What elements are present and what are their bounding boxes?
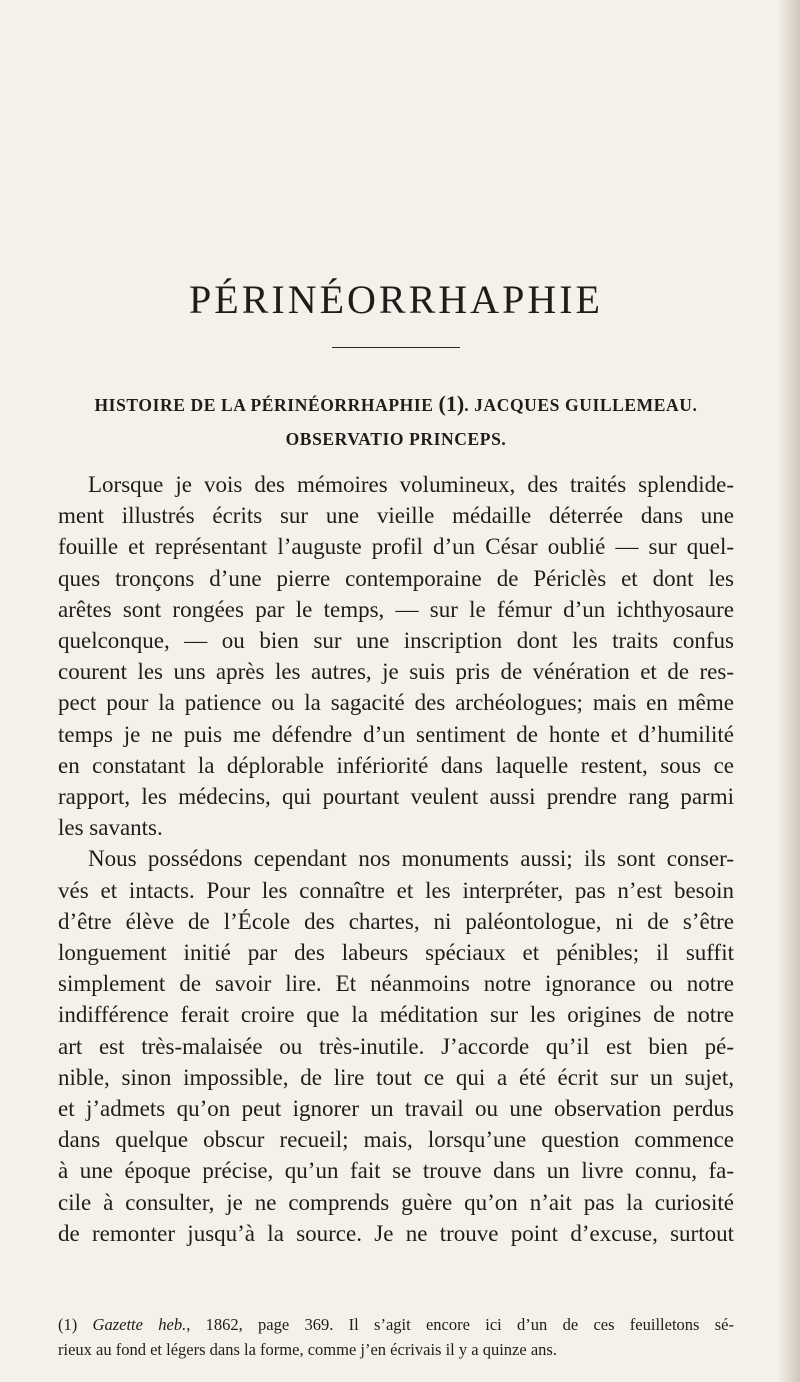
- text-line: simplement de savoir lire. Et néanmoins notre ignorance ou notre: [58, 971, 734, 997]
- text-line: courent les uns après les autres, je suis pris de vénération et de res-: [58, 659, 734, 685]
- text-line: de remonter jusqu’à la source. Je ne trouve point d’excuse, surtout: [58, 1220, 734, 1246]
- text-line: rapport, les médecins, qui pourtant veulent aussi prendre rang parmi: [58, 784, 734, 810]
- footnote-line-2: rieux au fond et légers dans la forme, comme j’en écrivais il y a quinze ans.: [58, 1340, 557, 1359]
- text-line: nible, sinon impossible, de lire tout ce qui a été écrit sur un sujet,: [58, 1064, 734, 1090]
- text-line: cile à consulter, je ne comprends guère qu’on n’ait pas la curiosité: [58, 1189, 734, 1215]
- text-line: et j’admets qu’on peut ignorer un travail ou une observation perdus: [58, 1096, 734, 1122]
- section-subheading: OBSERVATIO PRINCEPS.: [285, 429, 507, 449]
- text-line: les savants.: [58, 815, 163, 841]
- title-divider: [332, 347, 460, 348]
- paragraph-1: [58, 469, 734, 843]
- text-line: à une époque précise, qu’un fait se trouve dans un livre connu, fa-: [58, 1158, 734, 1184]
- section-heading-line-1: [58, 387, 734, 422]
- text-line: temps je ne puis me défendre d’un sentiment de honte et d’humilité: [58, 721, 734, 747]
- heading-text-tail: . JACQUES GUILLEMEAU.: [464, 395, 698, 415]
- heading-text: HISTOIRE DE LA PÉRINÉORRHAPHIE: [94, 395, 434, 415]
- text-line: quelconque, — ou bien sur une inscription dont les traits confus: [58, 628, 734, 654]
- page-title: PÉRINÉORRHAPHIE: [189, 277, 603, 322]
- text-line: pect pour la patience ou la sagacité des archéologues; mais en même: [58, 690, 734, 716]
- footnote-source: Gazette heb.: [92, 1315, 187, 1334]
- text-line: d’être élève de l’École des chartes, ni paléontologue, ni de s’être: [58, 908, 734, 934]
- paragraph-2: [58, 843, 734, 1249]
- footnote-text: , 1862, page 369. Il s’agit encore ici d’un de ces feuilletons sé-: [186, 1315, 734, 1334]
- text-line: arêtes sont rongées par le temps, — sur le fémur d’un ichthyosaure: [58, 596, 734, 622]
- footnote-line-1: [58, 1312, 734, 1337]
- text-line: dans quelque obscur recueil; mais, lorsqu’une question commence: [58, 1127, 734, 1153]
- text-line: fouille et représentant l’auguste profil d’un César oublié — sur quel-: [58, 534, 734, 560]
- text-line: Lorsque je vois des mémoires volumineux, des traités splendide-: [88, 472, 734, 497]
- text-line: ques tronçons d’une pierre contemporaine de Périclès et dont les: [58, 565, 734, 591]
- section-heading: [58, 387, 734, 456]
- body-text: [58, 469, 734, 1249]
- footnote-marker: (1): [58, 1315, 78, 1334]
- text-line: en constatant la déplorable infériorité dans laquelle restent, sous ce: [58, 752, 734, 778]
- footnote-reference: (1): [438, 391, 465, 416]
- text-line: ment illustrés écrits sur une vieille médaille déterrée dans une: [58, 503, 734, 529]
- footnote: [58, 1312, 734, 1362]
- text-line: Nous possédons cependant nos monuments aussi; ils sont conser-: [88, 846, 734, 872]
- page-edge-shadow: [778, 0, 800, 1382]
- text-line: vés et intacts. Pour les connaître et les interpréter, pas n’est besoin: [58, 877, 734, 903]
- text-line: art est très-malaisée ou très-inutile. J’accorde qu’il est bien pé-: [58, 1033, 734, 1059]
- text-line: indifférence ferait croire que la méditation sur les origines de notre: [58, 1002, 734, 1028]
- text-line: longuement initié par des labeurs spéciaux et pénibles; il suffit: [58, 940, 734, 966]
